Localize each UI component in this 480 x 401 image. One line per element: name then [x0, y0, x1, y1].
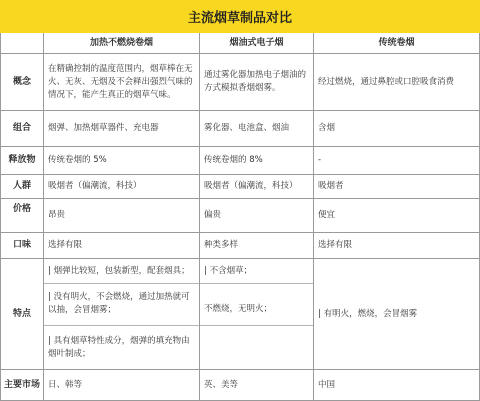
feature-ecig-2: 不燃烧，无明火；	[204, 304, 273, 314]
header-e-cigarette: 烟油式电子烟	[200, 33, 314, 54]
cell-price-heat: 昂贵	[44, 199, 200, 233]
feature-heat-3: | 具有烟草特性成分，烟弹的填充物由烟叶制成；	[48, 336, 190, 359]
row-label-market: 主要市场	[0, 370, 44, 401]
row-label-features: 特点	[0, 259, 44, 370]
row-label-price: 价格	[0, 199, 44, 233]
cell-price-ecig: 偏贵	[200, 199, 314, 233]
cell-taste-traditional: 选择有限	[314, 233, 480, 259]
cell-price-traditional: 便宜	[314, 199, 480, 233]
cell-release-heat: 传统卷烟的 5%	[44, 147, 200, 175]
feature-divider	[200, 325, 313, 326]
cell-taste-heat: 选择有限	[44, 233, 200, 259]
cell-features-traditional: | 有明火，燃烧，会冒烟雾	[314, 259, 480, 370]
table-title: 主流烟草制品对比	[0, 0, 480, 33]
cell-market-heat: 日、韩等	[44, 370, 200, 401]
row-label-taste: 口味	[0, 233, 44, 259]
cell-concept-traditional: 经过燃烧，通过鼻腔或口腔吸食消费	[314, 54, 480, 111]
feature-heat-1: | 烟弹比较短，包装新型，配套烟具；	[48, 266, 190, 276]
cell-features-heat	[44, 259, 200, 370]
header-empty	[0, 33, 44, 54]
cell-market-traditional: 中国	[314, 370, 480, 401]
feature-divider	[44, 283, 199, 284]
cell-crowd-traditional: 吸烟者	[314, 175, 480, 199]
cell-release-ecig: 传统卷烟的 8%	[200, 147, 314, 175]
feature-divider	[200, 283, 313, 284]
cell-taste-ecig: 种类多样	[200, 233, 314, 259]
row-label-crowd: 人群	[0, 175, 44, 199]
row-label-release: 释放物	[0, 147, 44, 175]
cell-combo-ecig: 雾化器、电池盒、烟油	[200, 111, 314, 147]
cell-concept-ecig: 通过雾化器加热电子烟油的方式模拟香烟烟雾。	[200, 54, 314, 111]
header-traditional: 传统卷烟	[314, 33, 480, 54]
cell-concept-heat: 在精确控制的温度范围内，烟草棒在无火、无灰、无烟及不会释出强烈气味的情况下，能产生真正的烟草气味。	[44, 54, 200, 111]
cell-market-ecig: 英、美等	[200, 370, 314, 401]
cell-crowd-ecig: 吸烟者（偏潮流，科技）	[200, 175, 314, 199]
feature-ecig-1: | 不含烟草；	[204, 266, 253, 276]
feature-divider	[44, 325, 199, 326]
row-label-combo: 组合	[0, 111, 44, 147]
cell-combo-heat: 烟弹、加热烟草器件、充电器	[44, 111, 200, 147]
cell-crowd-heat: 吸烟者（偏潮流，科技）	[44, 175, 200, 199]
header-heat-not-burn: 加热不燃烧卷烟	[44, 33, 200, 54]
cell-release-traditional: -	[314, 147, 480, 175]
feature-heat-2: | 没有明火，不会燃烧，通过加热就可以抽，会冒烟雾；	[48, 292, 190, 315]
cell-features-ecig	[200, 259, 314, 370]
row-label-concept: 概念	[0, 54, 44, 111]
cell-combo-traditional: 含烟	[314, 111, 480, 147]
